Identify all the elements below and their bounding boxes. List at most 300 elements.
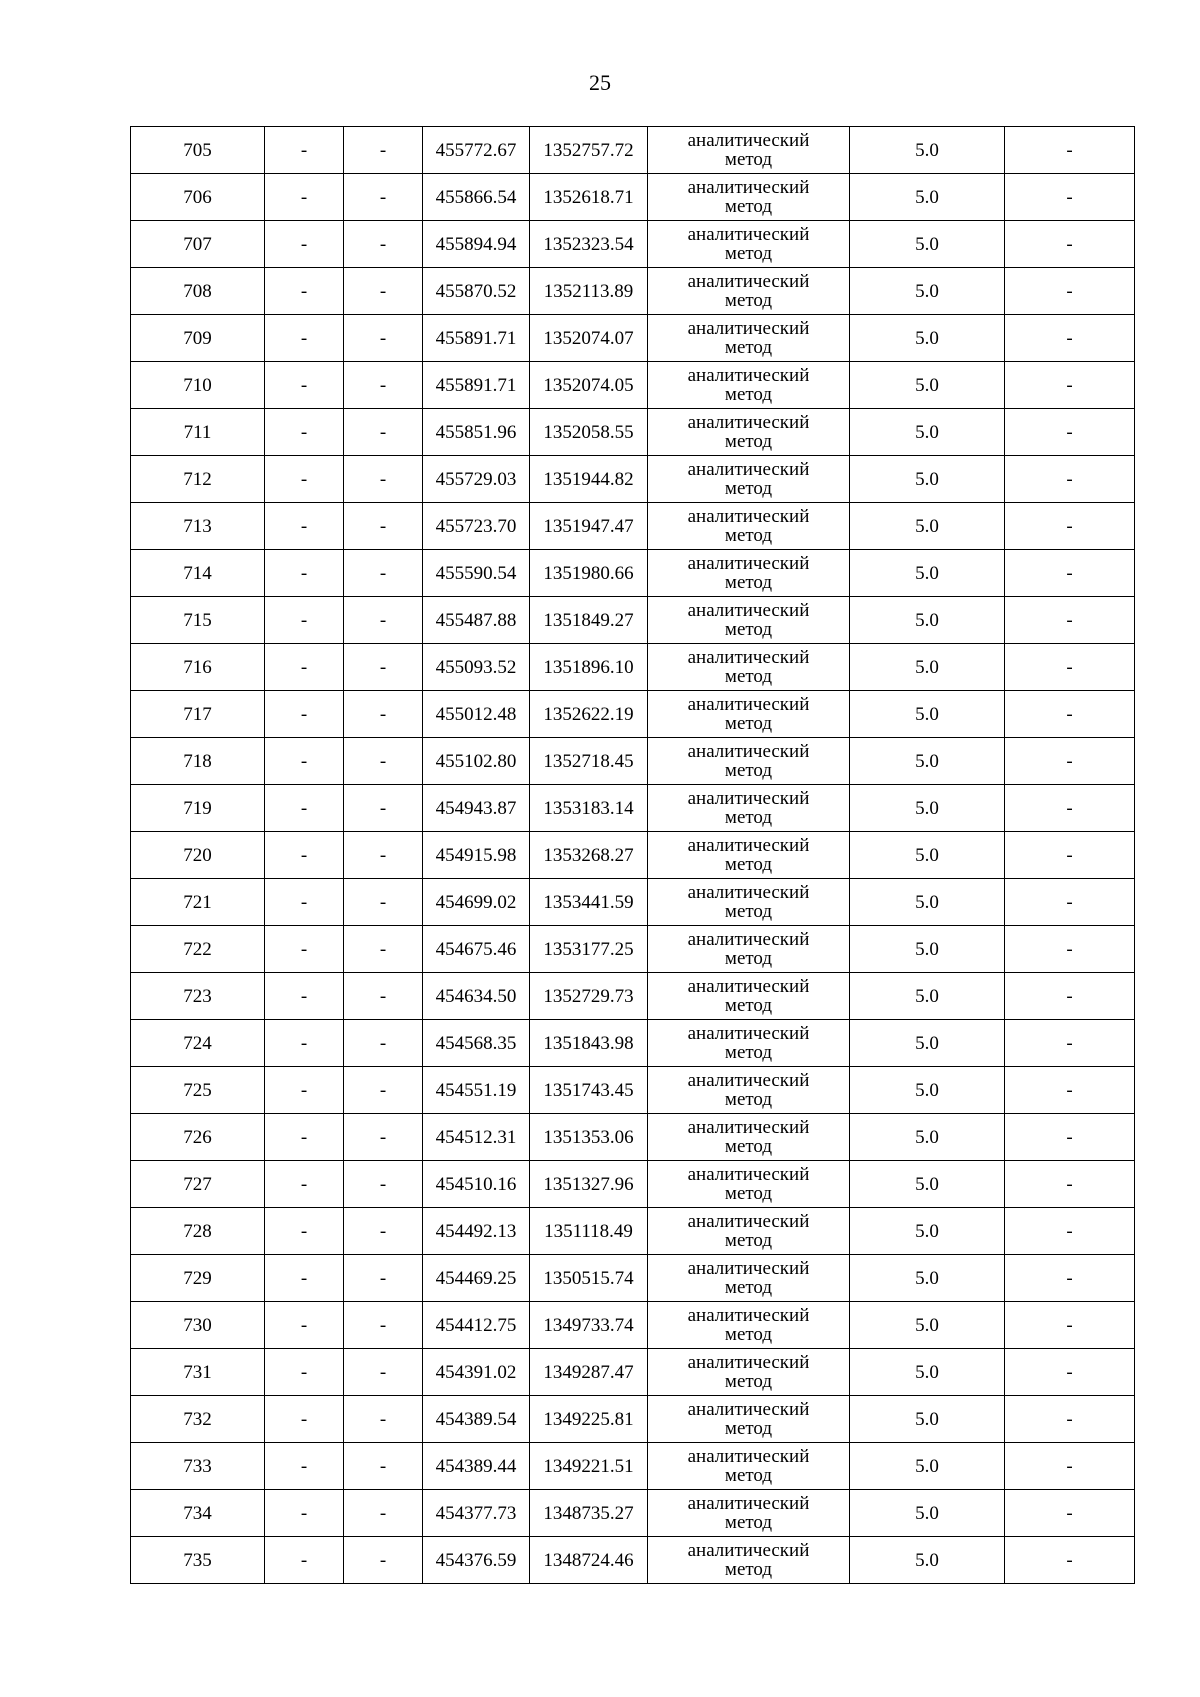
- y-coordinate-cell: 1352618.71: [530, 174, 648, 221]
- column-8-cell: -: [1005, 832, 1135, 879]
- method-line-2: метод: [724, 760, 773, 781]
- table-row: [131, 738, 1135, 785]
- table-row: [131, 926, 1135, 973]
- x-coordinate-cell: 455772.67: [423, 127, 530, 174]
- y-coordinate-cell: 1348735.27: [530, 1490, 648, 1537]
- y-coordinate-cell: 1350515.74: [530, 1255, 648, 1302]
- column-3-cell: -: [344, 1114, 423, 1161]
- y-coordinate-cell: 1351944.82: [530, 456, 648, 503]
- column-2-cell: -: [265, 785, 344, 832]
- column-8-cell: -: [1005, 926, 1135, 973]
- column-2-cell: -: [265, 315, 344, 362]
- table-row: [131, 1114, 1135, 1161]
- method-cell: [648, 174, 850, 221]
- method-cell: [648, 409, 850, 456]
- method-line-1: аналитический: [687, 882, 810, 903]
- method-line-2: метод: [724, 713, 773, 734]
- table-row: [131, 1490, 1135, 1537]
- y-coordinate-cell: 1348724.46: [530, 1537, 648, 1584]
- column-8-cell: -: [1005, 691, 1135, 738]
- x-coordinate-cell: 454512.31: [423, 1114, 530, 1161]
- table-row: [131, 1255, 1135, 1302]
- column-8-cell: -: [1005, 1490, 1135, 1537]
- column-2-cell: -: [265, 174, 344, 221]
- x-coordinate-cell: 454389.44: [423, 1443, 530, 1490]
- column-3-cell: -: [344, 1208, 423, 1255]
- column-2-cell: -: [265, 926, 344, 973]
- method-line-2: метод: [724, 666, 773, 687]
- table-row: [131, 362, 1135, 409]
- column-8-cell: -: [1005, 174, 1135, 221]
- y-coordinate-cell: 1349221.51: [530, 1443, 648, 1490]
- column-8-cell: -: [1005, 315, 1135, 362]
- column-8-cell: -: [1005, 362, 1135, 409]
- column-2-cell: -: [265, 1067, 344, 1114]
- column-8-cell: -: [1005, 879, 1135, 926]
- x-coordinate-cell: 454376.59: [423, 1537, 530, 1584]
- column-3-cell: -: [344, 362, 423, 409]
- table-row: [131, 1537, 1135, 1584]
- method-cell: [648, 738, 850, 785]
- table-row: [131, 1396, 1135, 1443]
- method-line-1: аналитический: [687, 1540, 810, 1561]
- method-cell: [648, 127, 850, 174]
- method-line-2: метод: [724, 337, 773, 358]
- table-row: [131, 268, 1135, 315]
- column-3-cell: -: [344, 1349, 423, 1396]
- column-2-cell: -: [265, 409, 344, 456]
- method-line-1: аналитический: [687, 788, 810, 809]
- point-number-cell: 735: [131, 1537, 265, 1584]
- point-number-cell: 705: [131, 127, 265, 174]
- column-3-cell: -: [344, 315, 423, 362]
- accuracy-cell: 5.0: [850, 1114, 1005, 1161]
- accuracy-cell: 5.0: [850, 691, 1005, 738]
- y-coordinate-cell: 1349225.81: [530, 1396, 648, 1443]
- x-coordinate-cell: 455870.52: [423, 268, 530, 315]
- method-line-2: метод: [724, 619, 773, 640]
- method-line-1: аналитический: [687, 1211, 810, 1232]
- point-number-cell: 720: [131, 832, 265, 879]
- column-8-cell: -: [1005, 550, 1135, 597]
- method-line-1: аналитический: [687, 553, 810, 574]
- table-row: [131, 1349, 1135, 1396]
- point-number-cell: 716: [131, 644, 265, 691]
- method-cell: [648, 503, 850, 550]
- method-line-2: метод: [724, 1512, 773, 1533]
- accuracy-cell: 5.0: [850, 1443, 1005, 1490]
- y-coordinate-cell: 1352074.05: [530, 362, 648, 409]
- accuracy-cell: 5.0: [850, 1020, 1005, 1067]
- x-coordinate-cell: 454469.25: [423, 1255, 530, 1302]
- column-2-cell: -: [265, 268, 344, 315]
- column-8-cell: -: [1005, 1537, 1135, 1584]
- x-coordinate-cell: 454551.19: [423, 1067, 530, 1114]
- method-cell: [648, 221, 850, 268]
- x-coordinate-cell: 454915.98: [423, 832, 530, 879]
- column-2-cell: -: [265, 1302, 344, 1349]
- table-row: [131, 1208, 1135, 1255]
- table-row: [131, 456, 1135, 503]
- accuracy-cell: 5.0: [850, 1490, 1005, 1537]
- method-line-2: метод: [724, 1324, 773, 1345]
- y-coordinate-cell: 1351849.27: [530, 597, 648, 644]
- table-row: [131, 1302, 1135, 1349]
- column-3-cell: -: [344, 268, 423, 315]
- accuracy-cell: 5.0: [850, 1396, 1005, 1443]
- table-row: [131, 973, 1135, 1020]
- x-coordinate-cell: 455723.70: [423, 503, 530, 550]
- column-2-cell: -: [265, 1255, 344, 1302]
- method-cell: [648, 1396, 850, 1443]
- column-3-cell: -: [344, 409, 423, 456]
- table-row: [131, 409, 1135, 456]
- method-line-1: аналитический: [687, 1305, 810, 1326]
- x-coordinate-cell: 455866.54: [423, 174, 530, 221]
- method-line-1: аналитический: [687, 835, 810, 856]
- method-line-1: аналитический: [687, 929, 810, 950]
- accuracy-cell: 5.0: [850, 926, 1005, 973]
- point-number-cell: 725: [131, 1067, 265, 1114]
- x-coordinate-cell: 455851.96: [423, 409, 530, 456]
- method-line-1: аналитический: [687, 1117, 810, 1138]
- method-line-2: метод: [724, 243, 773, 264]
- y-coordinate-cell: 1352718.45: [530, 738, 648, 785]
- table-row: [131, 597, 1135, 644]
- x-coordinate-cell: 454510.16: [423, 1161, 530, 1208]
- x-coordinate-cell: 454391.02: [423, 1349, 530, 1396]
- method-line-1: аналитический: [687, 741, 810, 762]
- column-8-cell: -: [1005, 973, 1135, 1020]
- column-8-cell: -: [1005, 127, 1135, 174]
- column-8-cell: -: [1005, 597, 1135, 644]
- method-line-2: метод: [724, 901, 773, 922]
- method-line-2: метод: [724, 1559, 773, 1580]
- table-row: [131, 879, 1135, 926]
- column-3-cell: -: [344, 1161, 423, 1208]
- column-2-cell: -: [265, 691, 344, 738]
- column-8-cell: -: [1005, 1020, 1135, 1067]
- table-row: [131, 832, 1135, 879]
- accuracy-cell: 5.0: [850, 550, 1005, 597]
- accuracy-cell: 5.0: [850, 456, 1005, 503]
- column-2-cell: -: [265, 503, 344, 550]
- y-coordinate-cell: 1351947.47: [530, 503, 648, 550]
- table-row: [131, 127, 1135, 174]
- x-coordinate-cell: 455487.88: [423, 597, 530, 644]
- method-line-1: аналитический: [687, 1258, 810, 1279]
- column-2-cell: -: [265, 1490, 344, 1537]
- x-coordinate-cell: 454377.73: [423, 1490, 530, 1537]
- method-cell: [648, 926, 850, 973]
- method-cell: [648, 1208, 850, 1255]
- table-row: [131, 550, 1135, 597]
- method-cell: [648, 1161, 850, 1208]
- point-number-cell: 728: [131, 1208, 265, 1255]
- column-3-cell: -: [344, 1537, 423, 1584]
- table-body: [131, 127, 1135, 1584]
- method-cell: [648, 1302, 850, 1349]
- column-8-cell: -: [1005, 221, 1135, 268]
- column-8-cell: -: [1005, 1396, 1135, 1443]
- accuracy-cell: 5.0: [850, 268, 1005, 315]
- method-cell: [648, 1490, 850, 1537]
- method-line-1: аналитический: [687, 506, 810, 527]
- column-2-cell: -: [265, 879, 344, 926]
- column-3-cell: -: [344, 785, 423, 832]
- accuracy-cell: 5.0: [850, 315, 1005, 362]
- method-cell: [648, 1020, 850, 1067]
- coordinates-table: [130, 126, 1135, 1584]
- column-8-cell: -: [1005, 1349, 1135, 1396]
- table-row: [131, 691, 1135, 738]
- table-row: [131, 644, 1135, 691]
- y-coordinate-cell: 1351980.66: [530, 550, 648, 597]
- point-number-cell: 712: [131, 456, 265, 503]
- method-line-1: аналитический: [687, 1446, 810, 1467]
- accuracy-cell: 5.0: [850, 1302, 1005, 1349]
- method-cell: [648, 785, 850, 832]
- method-cell: [648, 644, 850, 691]
- column-3-cell: -: [344, 1490, 423, 1537]
- accuracy-cell: 5.0: [850, 832, 1005, 879]
- method-line-1: аналитический: [687, 412, 810, 433]
- point-number-cell: 719: [131, 785, 265, 832]
- y-coordinate-cell: 1353183.14: [530, 785, 648, 832]
- column-2-cell: -: [265, 362, 344, 409]
- y-coordinate-cell: 1351353.06: [530, 1114, 648, 1161]
- x-coordinate-cell: 454943.87: [423, 785, 530, 832]
- point-number-cell: 710: [131, 362, 265, 409]
- column-2-cell: -: [265, 1349, 344, 1396]
- method-line-1: аналитический: [687, 130, 810, 151]
- point-number-cell: 721: [131, 879, 265, 926]
- y-coordinate-cell: 1353268.27: [530, 832, 648, 879]
- accuracy-cell: 5.0: [850, 127, 1005, 174]
- method-line-2: метод: [724, 1042, 773, 1063]
- accuracy-cell: 5.0: [850, 362, 1005, 409]
- point-number-cell: 729: [131, 1255, 265, 1302]
- method-line-1: аналитический: [687, 600, 810, 621]
- method-line-2: метод: [724, 1230, 773, 1251]
- x-coordinate-cell: 454412.75: [423, 1302, 530, 1349]
- column-3-cell: -: [344, 1302, 423, 1349]
- point-number-cell: 731: [131, 1349, 265, 1396]
- column-8-cell: -: [1005, 785, 1135, 832]
- accuracy-cell: 5.0: [850, 738, 1005, 785]
- method-cell: [648, 973, 850, 1020]
- method-cell: [648, 456, 850, 503]
- column-3-cell: -: [344, 1443, 423, 1490]
- method-line-2: метод: [724, 807, 773, 828]
- column-8-cell: -: [1005, 1443, 1135, 1490]
- column-2-cell: -: [265, 1020, 344, 1067]
- accuracy-cell: 5.0: [850, 879, 1005, 926]
- accuracy-cell: 5.0: [850, 597, 1005, 644]
- y-coordinate-cell: 1351118.49: [530, 1208, 648, 1255]
- point-number-cell: 727: [131, 1161, 265, 1208]
- x-coordinate-cell: 455590.54: [423, 550, 530, 597]
- column-2-cell: -: [265, 1537, 344, 1584]
- x-coordinate-cell: 455891.71: [423, 362, 530, 409]
- y-coordinate-cell: 1352323.54: [530, 221, 648, 268]
- column-3-cell: -: [344, 691, 423, 738]
- accuracy-cell: 5.0: [850, 1537, 1005, 1584]
- column-3-cell: -: [344, 456, 423, 503]
- column-2-cell: -: [265, 973, 344, 1020]
- y-coordinate-cell: 1352058.55: [530, 409, 648, 456]
- column-2-cell: -: [265, 456, 344, 503]
- column-2-cell: -: [265, 1114, 344, 1161]
- accuracy-cell: 5.0: [850, 973, 1005, 1020]
- column-2-cell: -: [265, 597, 344, 644]
- method-cell: [648, 550, 850, 597]
- column-2-cell: -: [265, 644, 344, 691]
- column-8-cell: -: [1005, 1302, 1135, 1349]
- x-coordinate-cell: 455729.03: [423, 456, 530, 503]
- point-number-cell: 707: [131, 221, 265, 268]
- method-line-2: метод: [724, 290, 773, 311]
- column-3-cell: -: [344, 1067, 423, 1114]
- point-number-cell: 724: [131, 1020, 265, 1067]
- point-number-cell: 722: [131, 926, 265, 973]
- accuracy-cell: 5.0: [850, 174, 1005, 221]
- column-3-cell: -: [344, 597, 423, 644]
- x-coordinate-cell: 454389.54: [423, 1396, 530, 1443]
- method-line-2: метод: [724, 478, 773, 499]
- x-coordinate-cell: 454492.13: [423, 1208, 530, 1255]
- column-2-cell: -: [265, 221, 344, 268]
- method-cell: [648, 362, 850, 409]
- method-cell: [648, 1255, 850, 1302]
- table-row: [131, 1020, 1135, 1067]
- method-cell: [648, 1067, 850, 1114]
- point-number-cell: 723: [131, 973, 265, 1020]
- method-line-2: метод: [724, 1465, 773, 1486]
- column-8-cell: -: [1005, 409, 1135, 456]
- column-3-cell: -: [344, 644, 423, 691]
- x-coordinate-cell: 454699.02: [423, 879, 530, 926]
- method-line-2: метод: [724, 1183, 773, 1204]
- column-3-cell: -: [344, 174, 423, 221]
- point-number-cell: 714: [131, 550, 265, 597]
- point-number-cell: 718: [131, 738, 265, 785]
- accuracy-cell: 5.0: [850, 409, 1005, 456]
- method-line-2: метод: [724, 1418, 773, 1439]
- column-2-cell: -: [265, 1396, 344, 1443]
- column-2-cell: -: [265, 738, 344, 785]
- column-8-cell: -: [1005, 1067, 1135, 1114]
- method-line-1: аналитический: [687, 318, 810, 339]
- method-cell: [648, 268, 850, 315]
- x-coordinate-cell: 455012.48: [423, 691, 530, 738]
- method-line-2: метод: [724, 525, 773, 546]
- accuracy-cell: 5.0: [850, 221, 1005, 268]
- y-coordinate-cell: 1353441.59: [530, 879, 648, 926]
- method-cell: [648, 597, 850, 644]
- column-2-cell: -: [265, 1443, 344, 1490]
- method-line-1: аналитический: [687, 1023, 810, 1044]
- method-line-2: метод: [724, 572, 773, 593]
- y-coordinate-cell: 1353177.25: [530, 926, 648, 973]
- y-coordinate-cell: 1349733.74: [530, 1302, 648, 1349]
- column-3-cell: -: [344, 926, 423, 973]
- y-coordinate-cell: 1351743.45: [530, 1067, 648, 1114]
- accuracy-cell: 5.0: [850, 1255, 1005, 1302]
- x-coordinate-cell: 455102.80: [423, 738, 530, 785]
- table-row: [131, 1067, 1135, 1114]
- column-3-cell: -: [344, 550, 423, 597]
- method-line-2: метод: [724, 384, 773, 405]
- table-row: [131, 503, 1135, 550]
- method-line-1: аналитический: [687, 694, 810, 715]
- table-row: [131, 174, 1135, 221]
- method-cell: [648, 691, 850, 738]
- column-3-cell: -: [344, 973, 423, 1020]
- table-row: [131, 785, 1135, 832]
- table-row: [131, 221, 1135, 268]
- column-3-cell: -: [344, 832, 423, 879]
- x-coordinate-cell: 455891.71: [423, 315, 530, 362]
- method-line-2: метод: [724, 1371, 773, 1392]
- x-coordinate-cell: 454675.46: [423, 926, 530, 973]
- method-cell: [648, 1349, 850, 1396]
- column-3-cell: -: [344, 503, 423, 550]
- y-coordinate-cell: 1352757.72: [530, 127, 648, 174]
- point-number-cell: 711: [131, 409, 265, 456]
- method-line-2: метод: [724, 196, 773, 217]
- point-number-cell: 733: [131, 1443, 265, 1490]
- point-number-cell: 709: [131, 315, 265, 362]
- column-8-cell: -: [1005, 1114, 1135, 1161]
- column-2-cell: -: [265, 832, 344, 879]
- method-line-2: метод: [724, 149, 773, 170]
- column-2-cell: -: [265, 1161, 344, 1208]
- method-cell: [648, 1114, 850, 1161]
- accuracy-cell: 5.0: [850, 503, 1005, 550]
- point-number-cell: 706: [131, 174, 265, 221]
- method-line-2: метод: [724, 1277, 773, 1298]
- method-cell: [648, 1443, 850, 1490]
- method-line-2: метод: [724, 1136, 773, 1157]
- column-3-cell: -: [344, 879, 423, 926]
- column-3-cell: -: [344, 1396, 423, 1443]
- column-3-cell: -: [344, 1255, 423, 1302]
- page-number: 25: [589, 70, 611, 95]
- column-8-cell: -: [1005, 1161, 1135, 1208]
- y-coordinate-cell: 1351327.96: [530, 1161, 648, 1208]
- x-coordinate-cell: 455894.94: [423, 221, 530, 268]
- method-line-1: аналитический: [687, 976, 810, 997]
- method-line-2: метод: [724, 854, 773, 875]
- accuracy-cell: 5.0: [850, 1349, 1005, 1396]
- y-coordinate-cell: 1351896.10: [530, 644, 648, 691]
- accuracy-cell: 5.0: [850, 1208, 1005, 1255]
- accuracy-cell: 5.0: [850, 644, 1005, 691]
- table-row: [131, 1443, 1135, 1490]
- method-line-2: метод: [724, 431, 773, 452]
- method-cell: [648, 315, 850, 362]
- column-8-cell: -: [1005, 456, 1135, 503]
- x-coordinate-cell: 455093.52: [423, 644, 530, 691]
- y-coordinate-cell: 1352622.19: [530, 691, 648, 738]
- point-number-cell: 732: [131, 1396, 265, 1443]
- method-line-1: аналитический: [687, 1352, 810, 1373]
- x-coordinate-cell: 454568.35: [423, 1020, 530, 1067]
- method-line-1: аналитический: [687, 459, 810, 480]
- method-line-1: аналитический: [687, 647, 810, 668]
- method-line-1: аналитический: [687, 365, 810, 386]
